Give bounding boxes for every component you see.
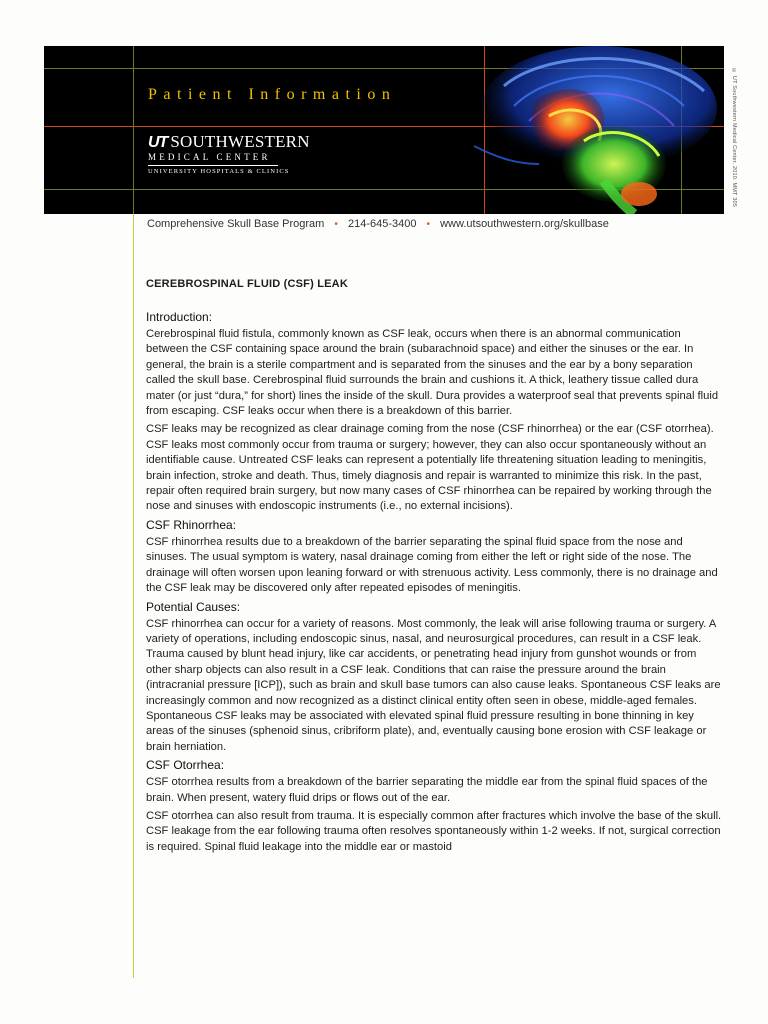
paragraph: CSF rhinorrhea can occur for a variety of reasons. Most commonly, the leak will arise following trauma or surgery. A variety of operations, including endoscopic sinus, nasal, and neurosurgical procedures, can result in a CSF leak. Trauma caused by blunt head injury, like car accidents, or penetrating head injury from gunshot wounds or from other sharp objects can also result in a CSF leak. Conditions that can raise the pressure around the brain (intracranial pressure [ICP]), such as brain and skull base tumors can also cause leaks. Spontaneous CSF leaks are increasingly common and now recognized as a distinct clinical entity often seen in obese, middle-aged females. Spontaneous CSF leaks may be associated with elevated spinal fluid pressure resulting in bone thinning in key areas of the sinuses (sphenoid sinus, cribriform plate), and, eventually causing bone erosion with CSF leakage or brain herniation. <box>146 617 721 753</box>
section-heading: Introduction: <box>146 310 213 324</box>
separator-dot: • <box>334 219 338 230</box>
logo-divider <box>148 165 278 166</box>
program-name: Comprehensive Skull Base Program <box>147 218 325 230</box>
header-banner <box>44 46 724 214</box>
section-heading: CSF Otorrhea: <box>146 758 225 773</box>
logo-medical-center-text: MEDICAL CENTER <box>148 152 271 162</box>
website-link[interactable]: www.utsouthwestern.org/skullbase <box>440 218 609 230</box>
patient-information-title: Patient Information <box>148 86 397 103</box>
ut-southwestern-logo <box>148 132 310 175</box>
section-csf-otorrhea <box>146 758 724 855</box>
section-heading: CSF Rhinorrhea: <box>146 517 237 532</box>
document-title: CEREBROSPINAL FLUID (CSF) LEAK <box>146 278 348 290</box>
left-margin-rule <box>133 214 134 978</box>
paragraph: Cerebrospinal fluid fistula, commonly known as CSF leak, occurs when there is an abnormal communication between the CSF containing space around the brain (subarachnoid space) and either the sinuses or the ear. In general, the brain is a sterile compartment and is separated from the sinuses and the ear by a bony separation called the skull base. Cerebrospinal fluid surrounds the brain and cushions it. A thick, leathery tissue called dura mater (or just “dura,” for short) lines the inside of the skull. Dura provides a waterproof seal that prevents spinal fluid from escaping. CSF leaks occur when there is a breakdown of this barrier. <box>146 328 719 418</box>
logo-ut-text: UT <box>148 134 168 151</box>
paragraph: CSF otorrhea results from a breakdown of the barrier separating the middle ear from the spinal fluid spaces of the brain. When present, watery fluid drips or flows out of the ear. <box>146 776 708 804</box>
section-potential-causes <box>146 600 724 756</box>
section-introduction <box>146 310 724 515</box>
separator-dot: • <box>426 219 431 230</box>
copyright-note: © UT Southwestern Medical Center. 2010. MMT 305 <box>731 68 737 208</box>
logo-southwestern-text: SOUTHWESTERN <box>170 132 310 151</box>
paragraph: CSF otorrhea can also result from trauma. It is especially common after fractures which involve the base of the skull. CSF leakage from the ear following trauma often resolves spontaneously within 1-2 weeks. If not, surgical correction is required. Spinal fluid leakage into the middle ear or mastoid <box>146 809 722 853</box>
section-csf-rhinorrhea <box>146 518 724 597</box>
section-heading: Potential Causes: <box>146 599 241 614</box>
contact-line <box>147 218 609 230</box>
phone-number: 214-645-3400 <box>347 218 417 230</box>
document-body <box>146 278 724 858</box>
paragraph: CSF rhinorrhea results due to a breakdown of the barrier separating the spinal fluid space from the nose and sinuses. The usual symptom is watery, nasal drainage coming from either the left or right side of the nose. The drainage will often worsen upon leaning forward or with strenuous activity. Less commonly, there is no drainage and the CSF leak may be discovered only after repeated episodes of meningitis. <box>146 535 718 595</box>
paragraph: CSF leaks may be recognized as clear drainage coming from the nose (CSF rhinorrhea) or the ear (CSF otorrhea). CSF leaks most commonly occur from trauma or surgery; however, they can also occur spontaneously without an identifiable cause. Untreated CSF leaks can represent a potentially life threatening situation leading to meningitis, brain infection, stroke and death. Thus, timely diagnosis and repair is warranted to minimize this risk. In the past, repair often required brain surgery, but now many cases of CSF rhinorrhea can be repaired by working through the nose and sinuses with endoscopic instruments (i.e., no external incisions). <box>146 423 714 513</box>
grid-line <box>133 46 134 214</box>
logo-university-text: UNIVERSITY HOSPITALS & CLINICS <box>148 168 290 175</box>
brain-illustration <box>434 46 724 214</box>
